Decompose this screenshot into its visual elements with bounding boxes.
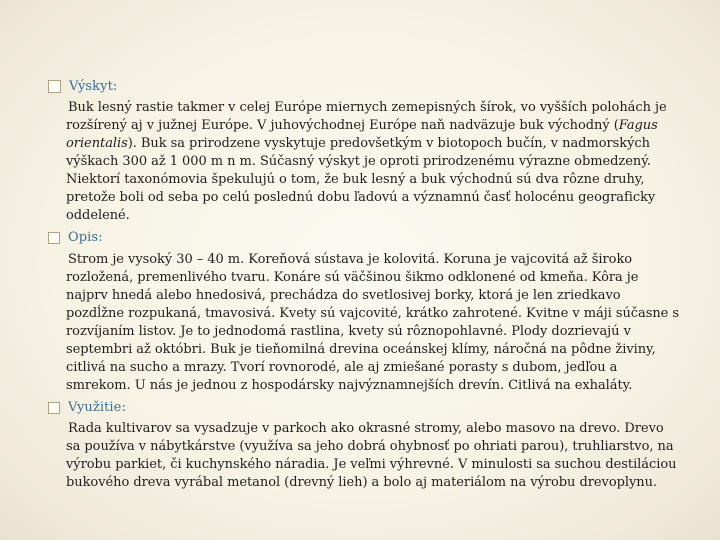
heading-text: Výskyt: xyxy=(69,79,118,94)
square-bullet-icon xyxy=(48,402,60,414)
paragraph-opis xyxy=(66,251,680,395)
section-heading-opis xyxy=(48,230,103,245)
paragraph-text: Rada kultivarov sa vysadzuje v parkoch ako okrasné stromy, alebo masovo na drevo. Drevo sa používa v nábytkárstve (využíva sa jeho dobrá ohybnosť po ohriati parou), truhliarstvo, na výrobu parkiet, či kuchynského náradia. Je veľmi výhrevné. V minulosti sa suchou destiláciou bukového dreva vyrábal metanol (drevný lieh) a bolo aj materiálom na výrobu drevoplynu. xyxy=(66,421,677,490)
square-bullet-icon xyxy=(48,80,61,93)
paragraph-text: Buk lesný rastie takmer v celej Európe miernych zemepisných šírok, vo vyšších polohách je rozšírený aj v južnej Európe. V juhovýchodnej Európe naň nadväzuje buk východný ( xyxy=(66,100,667,133)
square-bullet-icon xyxy=(48,232,60,244)
paragraph-vyskyt xyxy=(66,99,680,225)
heading-text: Opis: xyxy=(68,230,103,245)
paragraph-text: Strom je vysoký 30 – 40 m. Koreňová sústava je kolovitá. Koruna je vajcovitá až široko rozložená, premenlivého tvaru. Konáre sú väčšinou šikmo odklonené od kmeňa. Kôra je najprv hnedá alebo hnedosivá, prechádza do svetlosivej borky, ktorá je len zriedkavo pozdĺžne rozpukaná, tmavosivá. Kvety sú vajcovité, krátko zahrotené. Kvitne v máji súčasne s rozvíjaním listov. Je to jednodomá rastlina, kvety sú rôznopohlavné. Plody dozrievajú v septembri až októbri. Buk je tieňomilná drevina oceánskej klímy, náročná na pôdne živiny, citlivá na sucho a mrazy. Tvorí rovnorodé, ale aj zmiešané porasty s dubom, jedľou a smrekom. U nás je jednou z hospodársky najvýznamnejších drevín. Citlivá na exhaláty. xyxy=(66,252,680,393)
italic-species-name: Fagus orientalis xyxy=(66,118,658,151)
paragraph-text-continued: ). Buk sa prirodzene vyskytuje predovšetkým v biotopoch bučín, v nadmorských výškach 300 až 1 000 m n m. Súčasný výskyt je oproti prirodzenému výrazne obmedzený. Niektorí taxonómovia špekulujú o tom, že buk lesný a buk východnú sú dva rôzne druhy, pretože boli od seba po celú poslednú dobu ľadovú a významnú časť holocénu geograficky oddelené. xyxy=(66,136,656,223)
section-heading-vyskyt xyxy=(48,79,117,94)
heading-text: Využitie: xyxy=(68,400,126,415)
section-heading-vyuzitie xyxy=(48,400,126,415)
paragraph-vyuzitie xyxy=(66,420,680,492)
